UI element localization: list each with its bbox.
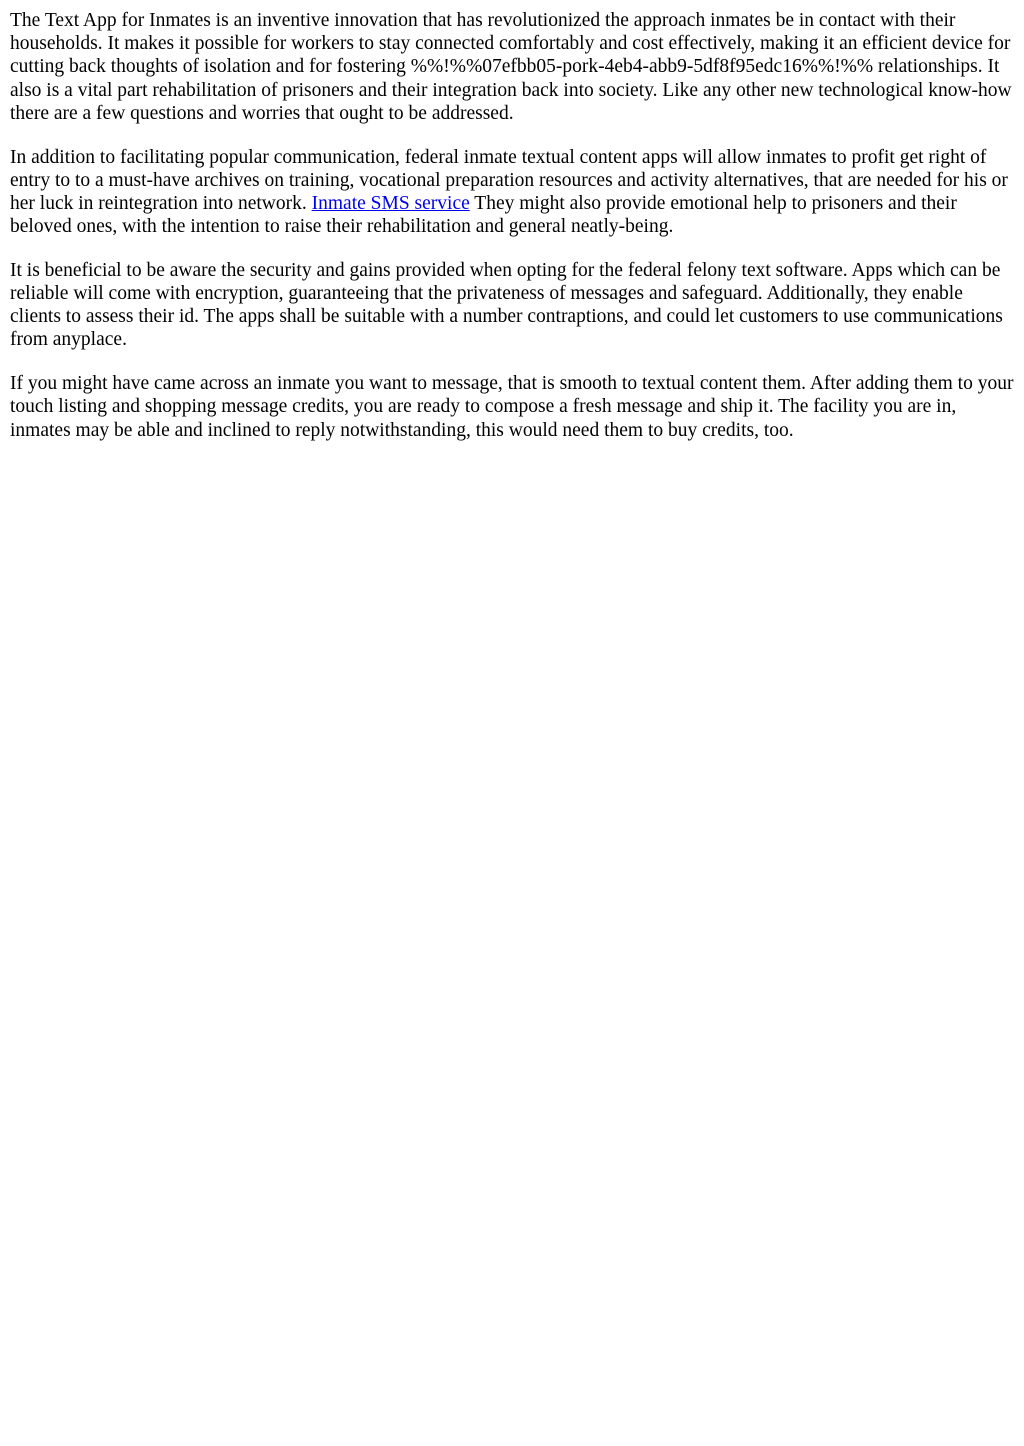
paragraph-communication (10, 146, 1014, 239)
paragraph-communication-text-start: In addition to facilitating popular communication, federal inmate textual content apps will allow inmates to profit get right of entry to to a must-have archives on training, vocational preparation resources and activity alternatives, that are needed for his or her luck in reintegration into network. (10, 146, 1008, 214)
article-body (0, 0, 1024, 442)
paragraph-messaging: If you might have came across an inmate you want to message, that is smooth to textual content them. After adding them to your touch listing and shopping message credits, you are ready to compose a fresh message and ship it. The facility you are in, inmates may be able and inclined to reply notwithstanding, this would need them to buy credits, too. (10, 373, 1014, 441)
inmate-sms-service-link[interactable]: Inmate SMS service (311, 192, 470, 214)
paragraph-intro: The Text App for Inmates is an inventive innovation that has revolutionized the approach inmates be in contact with their households. It makes it possible for workers to stay connected comfortably and cost effectively, making it an efficient device for cutting back thoughts of isolation and for fostering %%!%%07efbb05-pork-4eb4-abb9-5df8f95edc16%%!%% relationships. It also is a vital part rehabilitation of prisoners and their integration back into society. Like any other new technological know-how there are a few questions and worries that ought to be addressed. (10, 10, 1012, 124)
paragraph-security: It is beneficial to be aware the security and gains provided when opting for the federal felony text software. Apps which can be reliable will come with encryption, guaranteeing that the privateness of messages and safeguard. Additionally, they enable clients to assess their id. The apps shall be suitable with a number contraptions, and could let customers to use communications from anyplace. (10, 259, 1003, 351)
paragraph-communication-text-end: They might also provide emotional help to prisoners and their beloved ones, with the intention to raise their rehabilitation and general neatly-being. (10, 192, 957, 238)
